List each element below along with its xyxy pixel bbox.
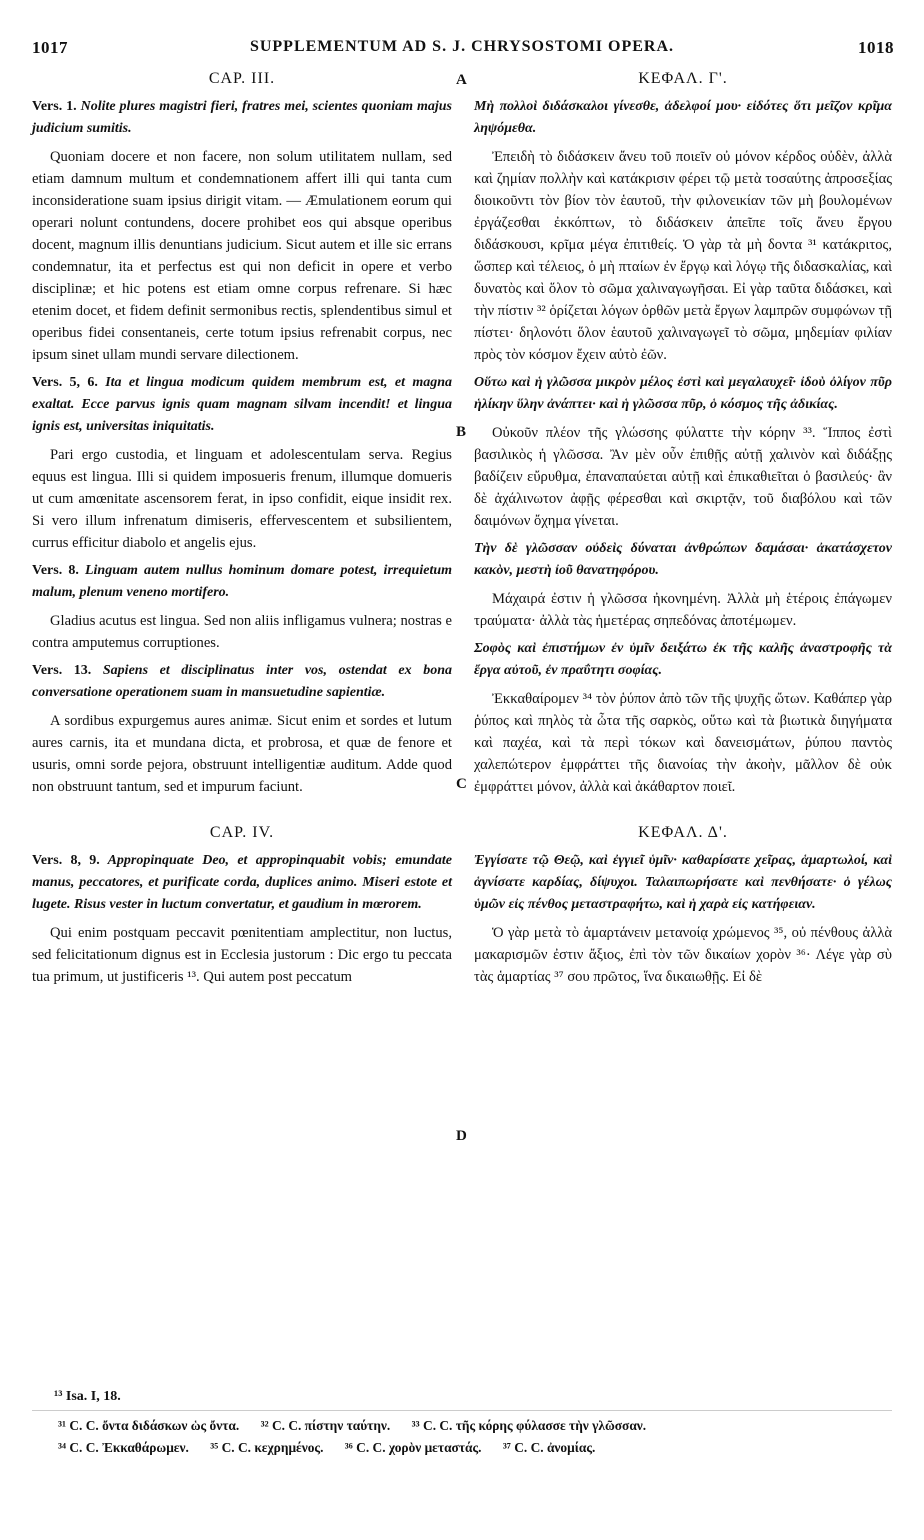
- verse-label: Vers. 5, 6.: [32, 375, 98, 390]
- verse-text: [32, 560, 452, 604]
- verse-text: [474, 850, 892, 916]
- paragraph-text: Ὁ γὰρ μετὰ τὸ ἁμαρτάνειν μετανοίᾳ χρώμενος ³⁵, οὐ πένθους ἀλλὰ μακαρισμῶν ἐστιν ἄξιος, ἐπὶ τὸν τῶν δικαίων χορὸν ³⁶· Λέγε γὰρ σὺ τὰς ἁμαρτίας ³⁷ σου πρῶτος, ἵνα δικαιωθῇς. Εἰ δὲ: [474, 925, 892, 985]
- right-page-number: 1018: [858, 38, 894, 57]
- latin-chapter-3-text: [32, 96, 452, 798]
- left-page-number: 1017: [32, 38, 68, 57]
- footnote: ³² C. C. πίστην ταύτην.: [260, 1418, 391, 1433]
- chapter-heading-4-greek: ΚΕΦΑΛ. Δ'.: [638, 824, 728, 841]
- commentary-paragraph: [474, 688, 892, 798]
- paragraph-text: Gladius acutus est lingua. Sed non aliis infligamus vulnera; nostras e contra amputemus corruptiones.: [32, 613, 452, 651]
- variant-footnotes-row-2: [58, 1440, 613, 1456]
- commentary-paragraph: [32, 444, 452, 554]
- verse-text: [32, 96, 452, 140]
- paragraph-text: Ἐκκαθαίρομεν ³⁴ τὸν ῥύπον ἀπὸ τῶν τῆς ψυχῆς ὤτων. Καθάπερ γὰρ ῥύπος καὶ πηλὸς τὰ ὦτα τῆς σαρκὸς, οὕτω καὶ τὰ βιωτικὰ διηγήματα καὶ παχέα, καὶ τὰ περὶ τόκων καὶ δανεισμάτων, ῥύπου παντὸς χαλεπώτερον ἐμφράττει τῆς διανοίας τὴν ἀκοὴν, μᾶλλον δὲ οὐκ ἐμφράττει μόνον, ἀλλὰ καὶ ἀκάθαρτον ποιεῖ.: [474, 691, 892, 795]
- verse-label: Vers. 8, 9.: [32, 853, 100, 868]
- greek-chapter-4-text: [474, 850, 892, 988]
- paragraph-text: Nolite plures magistri fieri, fratres mei, scientes quoniam majus judicium sumitis.: [32, 99, 452, 136]
- footnote: ³⁶ C. C. χορὸν μεταστάς.: [344, 1440, 482, 1455]
- verse-text: [32, 372, 452, 438]
- footnote: ³¹ C. C. ὄντα διδάσκων ὡς ὄντα.: [58, 1418, 240, 1433]
- chapter-heading-3-greek: ΚΕΦΑΛ. Γ'.: [638, 70, 728, 87]
- paragraph-text: Οὐκοῦν πλέον τῆς γλώσσης φύλαττε τὴν κόρην ³³. Ἵππος ἐστὶ βασιλικὸς ἡ γλῶσσα. Ἂν μὲν οὖν ἐπιθῇς αὐτῇ χαλινὸν καὶ διδάξῃς βαδίζειν εὔρυθμα, ἐπαναπαύεται αὐτῇ καὶ ἐπικαθιεῖται ὁ βασιλεύς· ἂν δὲ ἀχάλινωτον ἀφῇς φέρεσθαι καὶ σκιρτᾷν, τοῦ διαβόλου καὶ τῶν δαιμόνων ὄχημα γίνεται.: [474, 425, 892, 529]
- paragraph-text: Ἐπειδὴ τὸ διδάσκειν ἄνευ τοῦ ποιεῖν οὐ μόνον κέρδος οὐδὲν, ἀλλὰ καὶ ζημίαν πολλὴν καὶ κατάκρισιν φέρει τῷ μετὰ τοσαύτης ἀπροσεξίας διοικοῦντι τὸν βίον τὸν ἑαυτοῦ, τὴν φιλονεικίαν τῶν μὴ βουλομένων ἐργάζεσθαι ἐκκόπτων, τὸ διδάσκειν ἀπεῖπε τοῖς ἄνευ ἔργου διδάσκουσι, κρῖμα μέγα ἐπιτιθείς. Ὁ γὰρ τὰ μὴ δοντα ³¹ κατάκριτος, ὥσπερ καὶ τέλειος, ὁ μὴ πταίων ἐν ἔργῳ καὶ λόγῳ τῆς διδασκαλίας, καὶ δυνατὸς καὶ ὅλον τὸ σῶμα χαλιναγωγῆσαι. Εἰ γὰρ ταῦτα διδάσκει, καὶ τὴν πίστιν ³² ὁρίζεται λόγων ὀρθῶν μετὰ ἔργων λαμπρῶν συμφώνων τῇ πίστει· δηλονότι ὅλον ἑαυτοῦ χαλιναγωγεῖ τὸ σῶμα, μηδεμίαν φιλίαν πρὸς τὸν κόσμον ἔχειν αὐτὸ ἐῶν.: [474, 149, 892, 363]
- chapter-heading-3-latin: CAP. III.: [208, 70, 276, 87]
- footnote: ³⁴ C. C. Ἐκκαθάρωμεν.: [58, 1440, 189, 1455]
- greek-column: [474, 66, 892, 994]
- paragraph-text: Qui enim postquam peccavit pœnitentiam amplectitur, non luctus, sed felicitationum dignus est in Ecclesia justorum : Dic ergo tu peccata tua primum, ut justificeris ¹³. Qui autem post peccatum: [32, 925, 452, 985]
- margin-letter-c: C: [456, 776, 467, 792]
- paragraph-text: Quoniam docere et non facere, non solum utilitatem nullam, sed etiam damnum multum et condemnationem affert illi qui tanta cum inconsideratione suam ipsius dirigit vitam. — Æmulationem eorum qui operari nolunt contundens, docere prohibet eos qui absque operibus docent, magnum illis denuntians judicium. Sicut autem et ille sic errans condemnatur, ita et perfectus est qui non deficit in opere et verbo disciplinæ; et hic potens est etiam omne corpus refrenare. Si hæc etenim docet, et fidem definit sermonibus rectis, splendentibus simul et operibus fidei consentaneis, certe totum ipsius refrenabit corpus, nec ipsum sinet ullam mundi servare dilectionem.: [32, 149, 452, 363]
- paragraph-text: Appropinquate Deo, et appropinquabit vobis; emundate manus, peccatores, et purificate corda, duplices animo. Miseri estote et lugete. Risus vester in luctum convertatur, et gaudium in mœrorem.: [32, 853, 453, 912]
- commentary-paragraph: [32, 146, 452, 366]
- verse-text: [474, 638, 892, 682]
- verse-text: [32, 660, 452, 704]
- scripture-footnote: ¹³ Isa. I, 18.: [54, 1389, 121, 1404]
- verse-text: [474, 538, 892, 582]
- verse-label: Vers. 13.: [32, 663, 92, 678]
- latin-column: [32, 66, 452, 994]
- commentary-paragraph: [32, 610, 452, 654]
- paragraph-text: Σοφὸς καὶ ἐπιστήμων ἐν ὑμῖν δειξάτω ἐκ τῆς καλῆς ἀναστροφῆς τὰ ἔργα αὐτοῦ, ἐν πραΰτητι σοφίας.: [474, 641, 892, 678]
- verse-text: [474, 96, 892, 140]
- paragraph-text: Sapiens et disciplinatus inter vos, ostendat ex bona conversatione operationem suam in mansuetudine sapientiæ.: [32, 663, 452, 700]
- verse-text: [32, 850, 452, 916]
- latin-chapter-4-text: [32, 850, 452, 988]
- paragraph-text: Τὴν δὲ γλῶσσαν οὐδεὶς δύναται ἀνθρώπων δαμάσαι· ἀκατάσχετον κακὸν, μεστὴ ἰοῦ θανατηφόρου.: [474, 541, 892, 578]
- margin-letter-b: B: [456, 424, 467, 440]
- paragraph-text: Pari ergo custodia, et linguam et adolescentulam serva. Regius equus est lingua. Illi si quidem imposueris frenum, illumque domueris ut cum amœnitate ascensorem ferat, in ipso confidit, eique insidit rex. Si vero illum infrenatum dimiseris, effervescentem et subsilientem, currus efficitur diabolo et angelis ejus.: [32, 447, 452, 551]
- margin-letter-a: A: [456, 72, 467, 88]
- greek-chapter-3-text: [474, 96, 892, 798]
- chapter-heading-4-latin: CAP. IV.: [209, 824, 275, 841]
- commentary-paragraph: [474, 922, 892, 988]
- paragraph-text: Μὴ πολλοὶ διδάσκαλοι γίνεσθε, ἀδελφοί μου· εἰδότες ὅτι μεῖζον κρῖμα ληψόμεθα.: [474, 99, 892, 136]
- footnote: ³⁷ C. C. ἀνομίας.: [502, 1440, 596, 1455]
- verse-label: Vers. 1.: [32, 99, 77, 114]
- footnote-divider: [32, 1410, 892, 1411]
- running-title: SUPPLEMENTUM AD S. J. CHRYSOSTOMI OPERA.: [249, 38, 675, 55]
- paragraph-text: Μάχαιρά ἐστιν ἡ γλῶσσα ἠκονημένη. Ἀλλὰ μὴ ἑτέροις ἐπάγωμεν τραύματα· ἀλλὰ τὰς ἡμετέρας σηπεδόνας ἀποτέμωμεν.: [474, 591, 892, 629]
- margin-letter-d: D: [456, 1128, 467, 1144]
- paragraph-text: Ita et lingua modicum quidem membrum est, et magna exaltat. Ecce parvus ignis quam magnam silvam incendit! et lingua ignis est, universitas iniquitatis.: [32, 375, 452, 434]
- commentary-paragraph: [32, 710, 452, 798]
- paragraph-text: Ἐγγίσατε τῷ Θεῷ, καὶ ἐγγιεῖ ὑμῖν· καθαρίσατε χεῖρας, ἁμαρτωλοί, καὶ ἁγνίσατε καρδίας, δίψυχοι. Ταλαιπωρήσατε καὶ πενθήσατε· ὁ γέλως ὑμῶν εἰς πένθος μεταστραφήτω, καὶ ἡ χαρὰ εἰς κατήφειαν.: [474, 853, 892, 912]
- commentary-paragraph: [474, 146, 892, 366]
- paragraph-text: A sordibus expurgemus aures animæ. Sicut enim et sordes et lutum aures carnis, ita et mundana dicta, et probrosa, et quæ de fenore et usuris, omni sorde pejora, obstruunt intelligentiæ auditum. Adde quod non obstruunt tantum, sed et impurum faciunt.: [32, 713, 452, 795]
- paragraph-text: Linguam autem nullus hominum domare potest, irrequietum malum, plenum veneno mortifero.: [32, 563, 453, 600]
- footnote: ³³ C. C. τῆς κόρης φύλασσε τὴν γλῶσσαν.: [411, 1418, 647, 1433]
- commentary-paragraph: [474, 422, 892, 532]
- variant-footnotes-row-1: [58, 1418, 664, 1434]
- commentary-paragraph: [32, 922, 452, 988]
- footnote: ³⁵ C. C. κεχρημένος.: [210, 1440, 324, 1455]
- verse-text: [474, 372, 892, 416]
- verse-label: Vers. 8.: [32, 563, 79, 578]
- paragraph-text: Οὕτω καὶ ἡ γλῶσσα μικρὸν μέλος ἐστὶ καὶ μεγαλαυχεῖ· ἰδοὺ ὀλίγον πῦρ ἡλίκην ὕλην ἀνάπτει· καὶ ἡ γλῶσσα πῦρ, ὁ κόσμος τῆς ἀδικίας.: [474, 375, 892, 412]
- commentary-paragraph: [474, 588, 892, 632]
